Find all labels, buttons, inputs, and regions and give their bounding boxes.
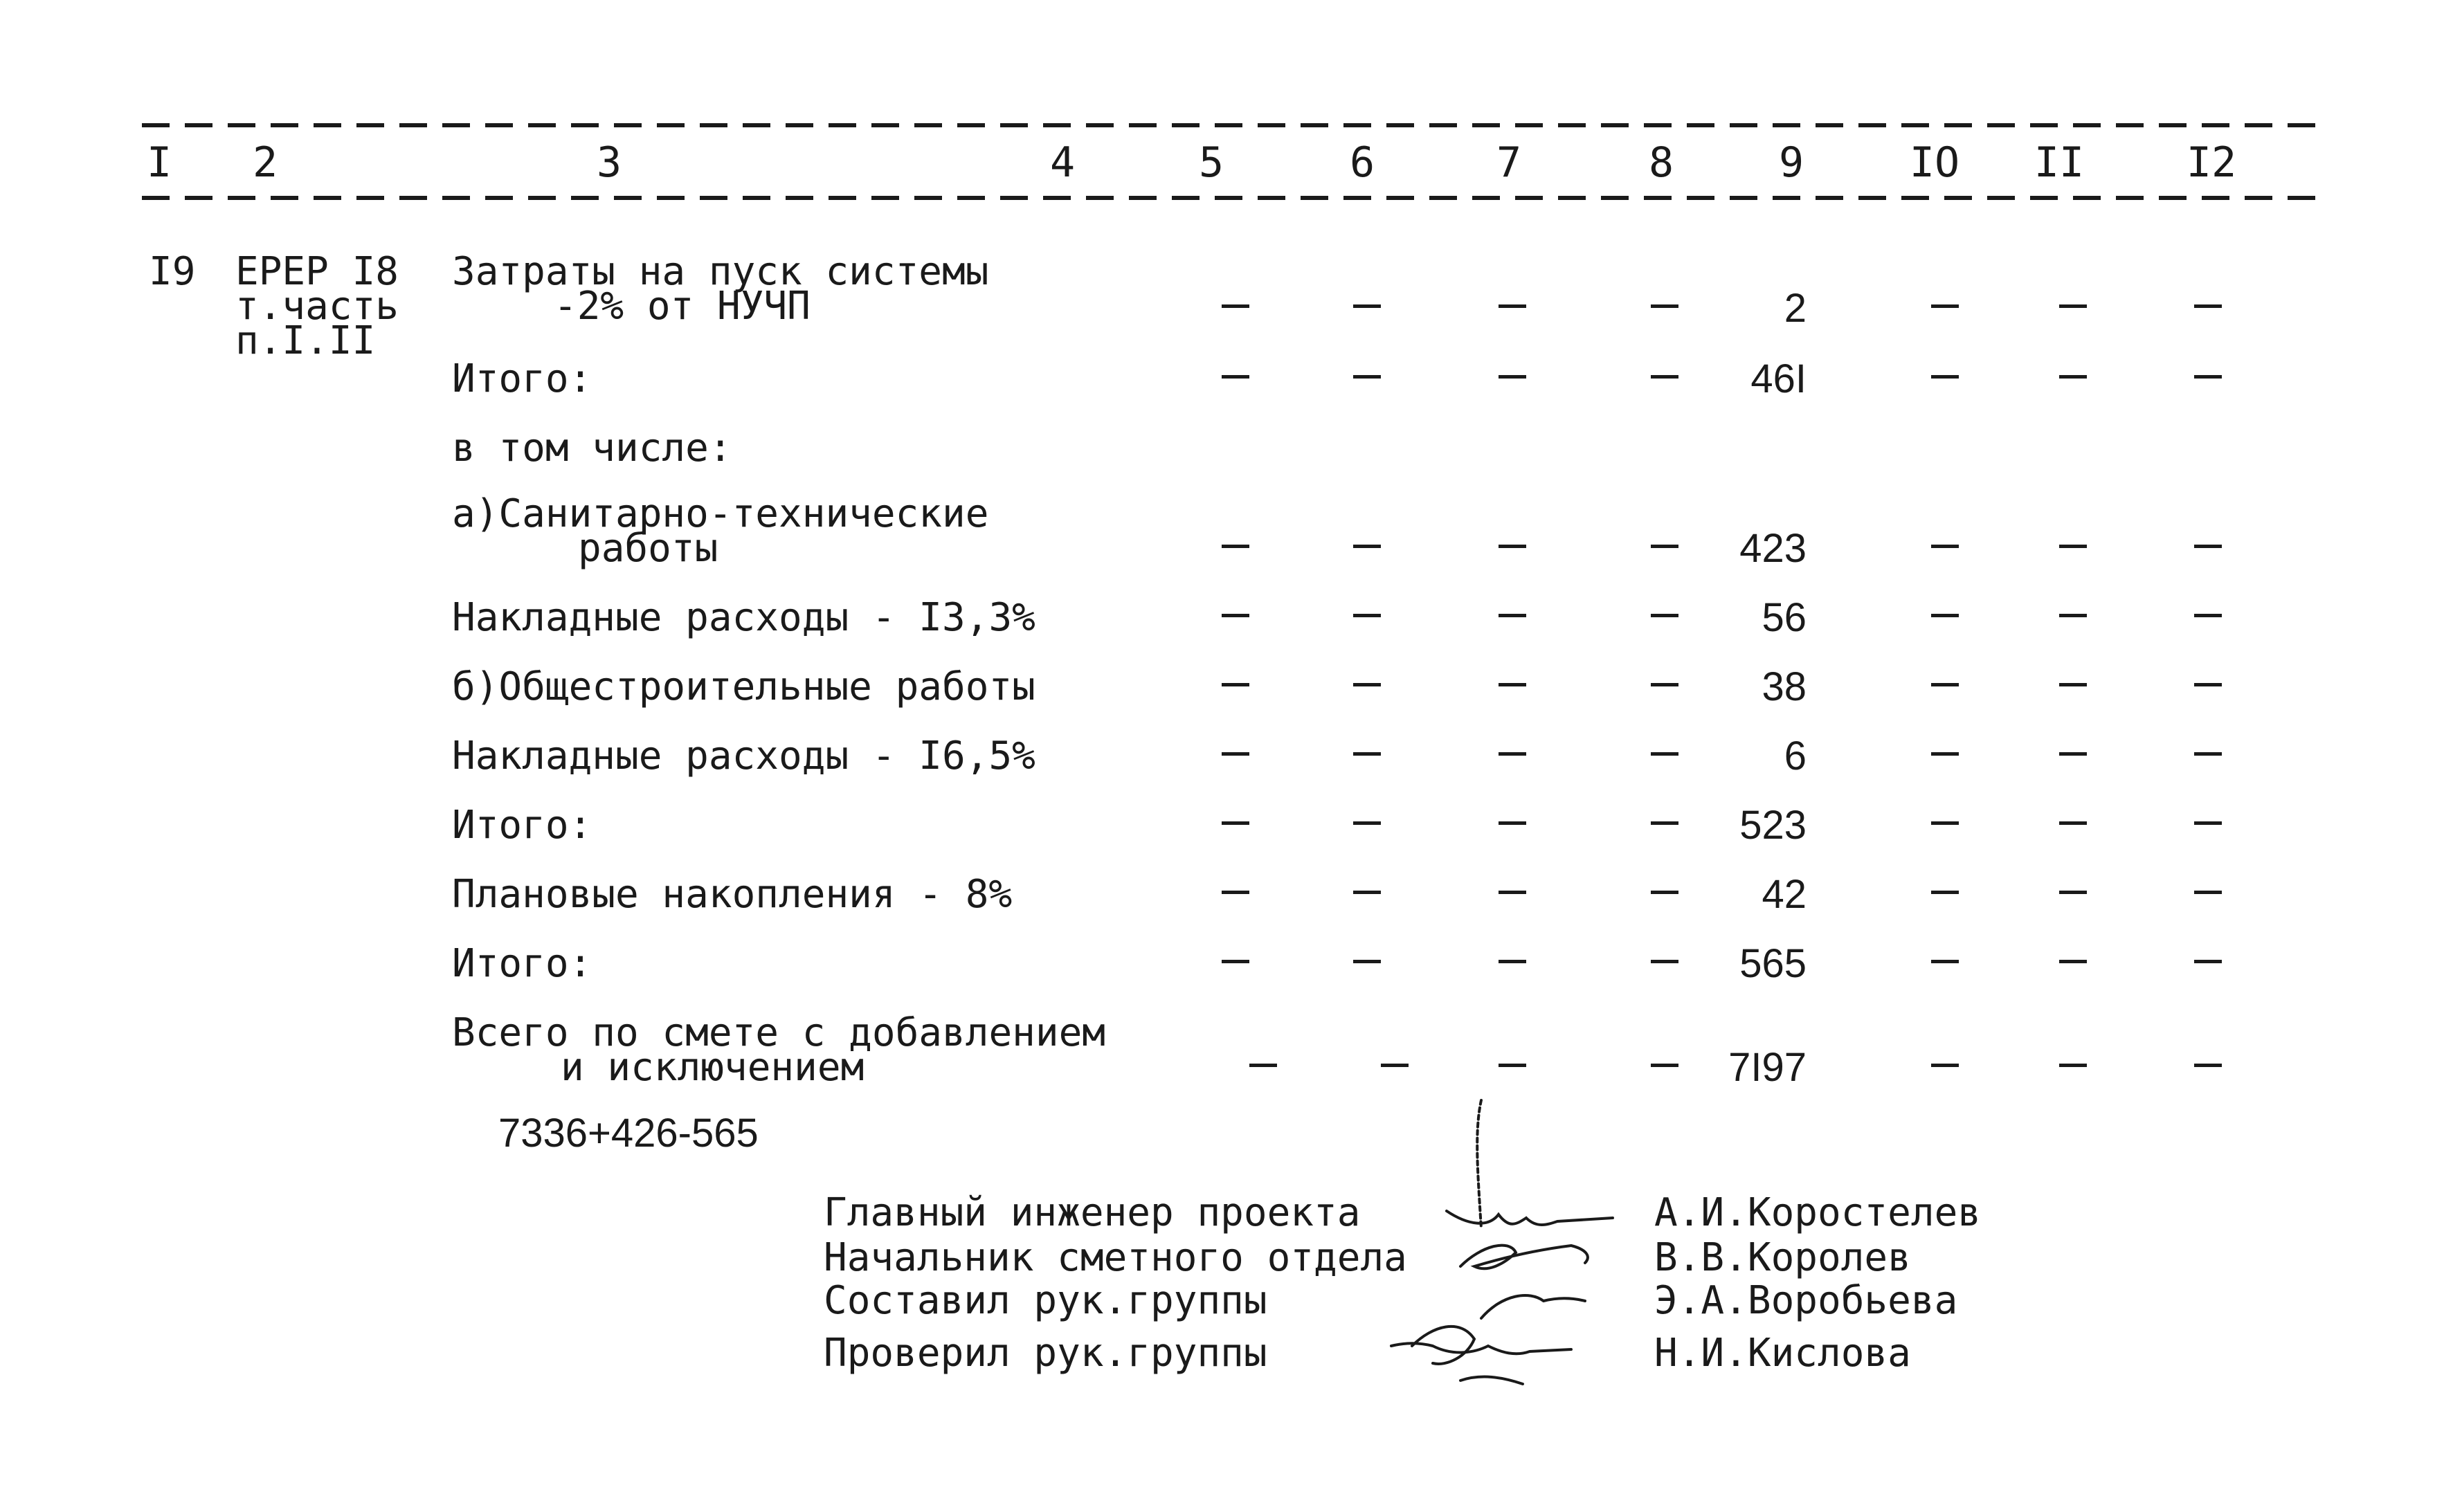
cell-dash	[1353, 614, 1381, 617]
cell-dash	[1931, 960, 1959, 963]
cell-dash	[1222, 960, 1249, 963]
cell-dash	[1222, 821, 1249, 825]
cell-dash	[2194, 821, 2222, 825]
cell-dash	[1222, 891, 1249, 894]
cell-dash	[1381, 1064, 1409, 1067]
cell-dash	[1931, 614, 1959, 617]
cell-dash	[1353, 891, 1381, 894]
signature-title-checked: Проверил рук.группы	[824, 1331, 1267, 1376]
cell-dash	[1353, 375, 1381, 379]
col-header-3: 3	[596, 138, 622, 187]
signature-name-chief-engineer: А.И.Коростелев	[1654, 1190, 1982, 1235]
row-label: а)Санитарно-технические	[452, 491, 989, 536]
row-label: Итого:	[452, 803, 592, 848]
cell-value: 38	[1762, 664, 1807, 709]
header-top-rule	[142, 123, 2329, 127]
entry-reference-line2: т.часть	[235, 284, 399, 329]
cell-dash	[2194, 683, 2222, 686]
cell-dash	[1499, 1064, 1526, 1067]
signature-title-estimate-head: Начальник сметного отдела	[824, 1235, 1407, 1280]
table-row	[0, 595, 2453, 640]
table-row	[0, 941, 2453, 986]
cell-value: 46I	[1750, 356, 1807, 401]
cell-value: 42	[1762, 872, 1807, 917]
cell-value: 565	[1739, 941, 1807, 986]
table-row	[0, 803, 2453, 848]
row-label: Затраты на пуск системы	[452, 249, 989, 294]
cell-dash	[2194, 891, 2222, 894]
cell-dash	[1499, 683, 1526, 686]
table-row	[0, 356, 2453, 401]
cell-dash	[2059, 683, 2087, 686]
table-row	[0, 526, 2453, 571]
cell-dash	[2059, 821, 2087, 825]
cell-dash	[2194, 1064, 2222, 1067]
col-header-7: 7	[1496, 138, 1522, 187]
cell-dash	[2059, 545, 2087, 548]
cell-value: 56	[1762, 595, 1807, 640]
row-label-cont: и исключением	[561, 1045, 865, 1090]
cell-dash	[1249, 1064, 1277, 1067]
cell-dash	[1931, 752, 1959, 756]
cell-dash	[1931, 821, 1959, 825]
row-label-cont: -2% от НУЧП	[554, 284, 811, 329]
row-label-cont: работы	[578, 526, 718, 571]
cell-dash	[2059, 375, 2087, 379]
cell-dash	[2059, 1064, 2087, 1067]
signature-name-estimate-head: В.В.Королев	[1654, 1235, 1911, 1280]
cell-dash	[1222, 614, 1249, 617]
table-row	[0, 734, 2453, 778]
cell-value: 523	[1739, 803, 1807, 848]
signature-title-chief-engineer: Главный инженер проекта	[824, 1190, 1361, 1235]
cell-dash	[1931, 683, 1959, 686]
cell-dash	[2194, 304, 2222, 308]
col-header-11: II	[2034, 138, 2085, 187]
cell-dash	[2194, 752, 2222, 756]
cell-dash	[1931, 304, 1959, 308]
row-label: Накладные расходы - I6,5%	[452, 734, 1035, 778]
signature-title-compiled: Составил рук.группы	[824, 1278, 1267, 1323]
cell-dash	[2194, 375, 2222, 379]
cell-dash	[2059, 614, 2087, 617]
handwritten-calculation: 7336+426-565	[498, 1111, 759, 1156]
cell-dash	[2194, 960, 2222, 963]
col-header-2: 2	[252, 138, 278, 187]
cell-dash	[1353, 821, 1381, 825]
col-header-8: 8	[1648, 138, 1674, 187]
cell-dash	[1353, 752, 1381, 756]
row-label: Плановые накопления - 8%	[452, 872, 1013, 917]
entry-reference-line3: п.I.II	[235, 318, 376, 363]
table-row	[0, 426, 2453, 471]
cell-dash	[1353, 960, 1381, 963]
cell-dash	[1931, 891, 1959, 894]
cell-dash	[1353, 304, 1381, 308]
cell-value: 7I97	[1728, 1045, 1807, 1090]
cell-dash	[1931, 545, 1959, 548]
row-label: Итого:	[452, 356, 592, 401]
handwritten-signatures	[1377, 1090, 1668, 1408]
signature-name-compiled: Э.А.Воробьева	[1654, 1278, 1958, 1323]
cell-dash	[1499, 891, 1526, 894]
cell-dash	[1499, 545, 1526, 548]
table-row	[0, 664, 2453, 709]
row-label: в том числе:	[452, 426, 732, 471]
cell-dash	[1499, 304, 1526, 308]
signature-name-checked: Н.И.Кислова	[1654, 1331, 1911, 1376]
cell-dash	[2059, 752, 2087, 756]
cell-value: 6	[1784, 734, 1807, 778]
cell-dash	[2059, 304, 2087, 308]
cell-dash	[2059, 960, 2087, 963]
col-header-9: 9	[1778, 138, 1804, 187]
col-header-4: 4	[1049, 138, 1076, 187]
col-header-12: I2	[2186, 138, 2237, 187]
table-row	[0, 284, 2453, 331]
cell-dash	[1222, 545, 1249, 548]
cell-dash	[2194, 614, 2222, 617]
cell-dash	[1222, 375, 1249, 379]
cell-dash	[2194, 545, 2222, 548]
col-header-1: I	[146, 138, 172, 187]
row-label: Всего по смете с добавлением	[452, 1010, 1106, 1055]
cell-value: 2	[1784, 286, 1807, 331]
cell-dash	[1499, 752, 1526, 756]
cell-dash	[1222, 683, 1249, 686]
cell-dash	[1222, 304, 1249, 308]
cell-dash	[1931, 375, 1959, 379]
table-row	[0, 872, 2453, 917]
cell-dash	[1499, 614, 1526, 617]
col-header-6: 6	[1349, 138, 1375, 187]
cell-dash	[1353, 683, 1381, 686]
col-header-5: 5	[1198, 138, 1224, 187]
cell-dash	[1499, 960, 1526, 963]
entry-reference-line1: ЕРЕР I8	[235, 249, 399, 294]
row-label: Накладные расходы - I3,3%	[452, 595, 1035, 640]
cell-value: 423	[1739, 526, 1807, 571]
cell-dash	[2059, 891, 2087, 894]
table-row	[0, 1045, 2453, 1090]
cell-dash	[1499, 821, 1526, 825]
row-label: б)Общестроительные работы	[452, 664, 1035, 709]
cell-dash	[1353, 545, 1381, 548]
cell-dash	[1931, 1064, 1959, 1067]
header-bottom-rule	[142, 196, 2329, 200]
cell-dash	[1222, 752, 1249, 756]
row-label: Итого:	[452, 941, 592, 986]
cell-dash	[1499, 375, 1526, 379]
col-header-10: IO	[1909, 138, 1960, 187]
entry-number: I9	[149, 249, 196, 294]
